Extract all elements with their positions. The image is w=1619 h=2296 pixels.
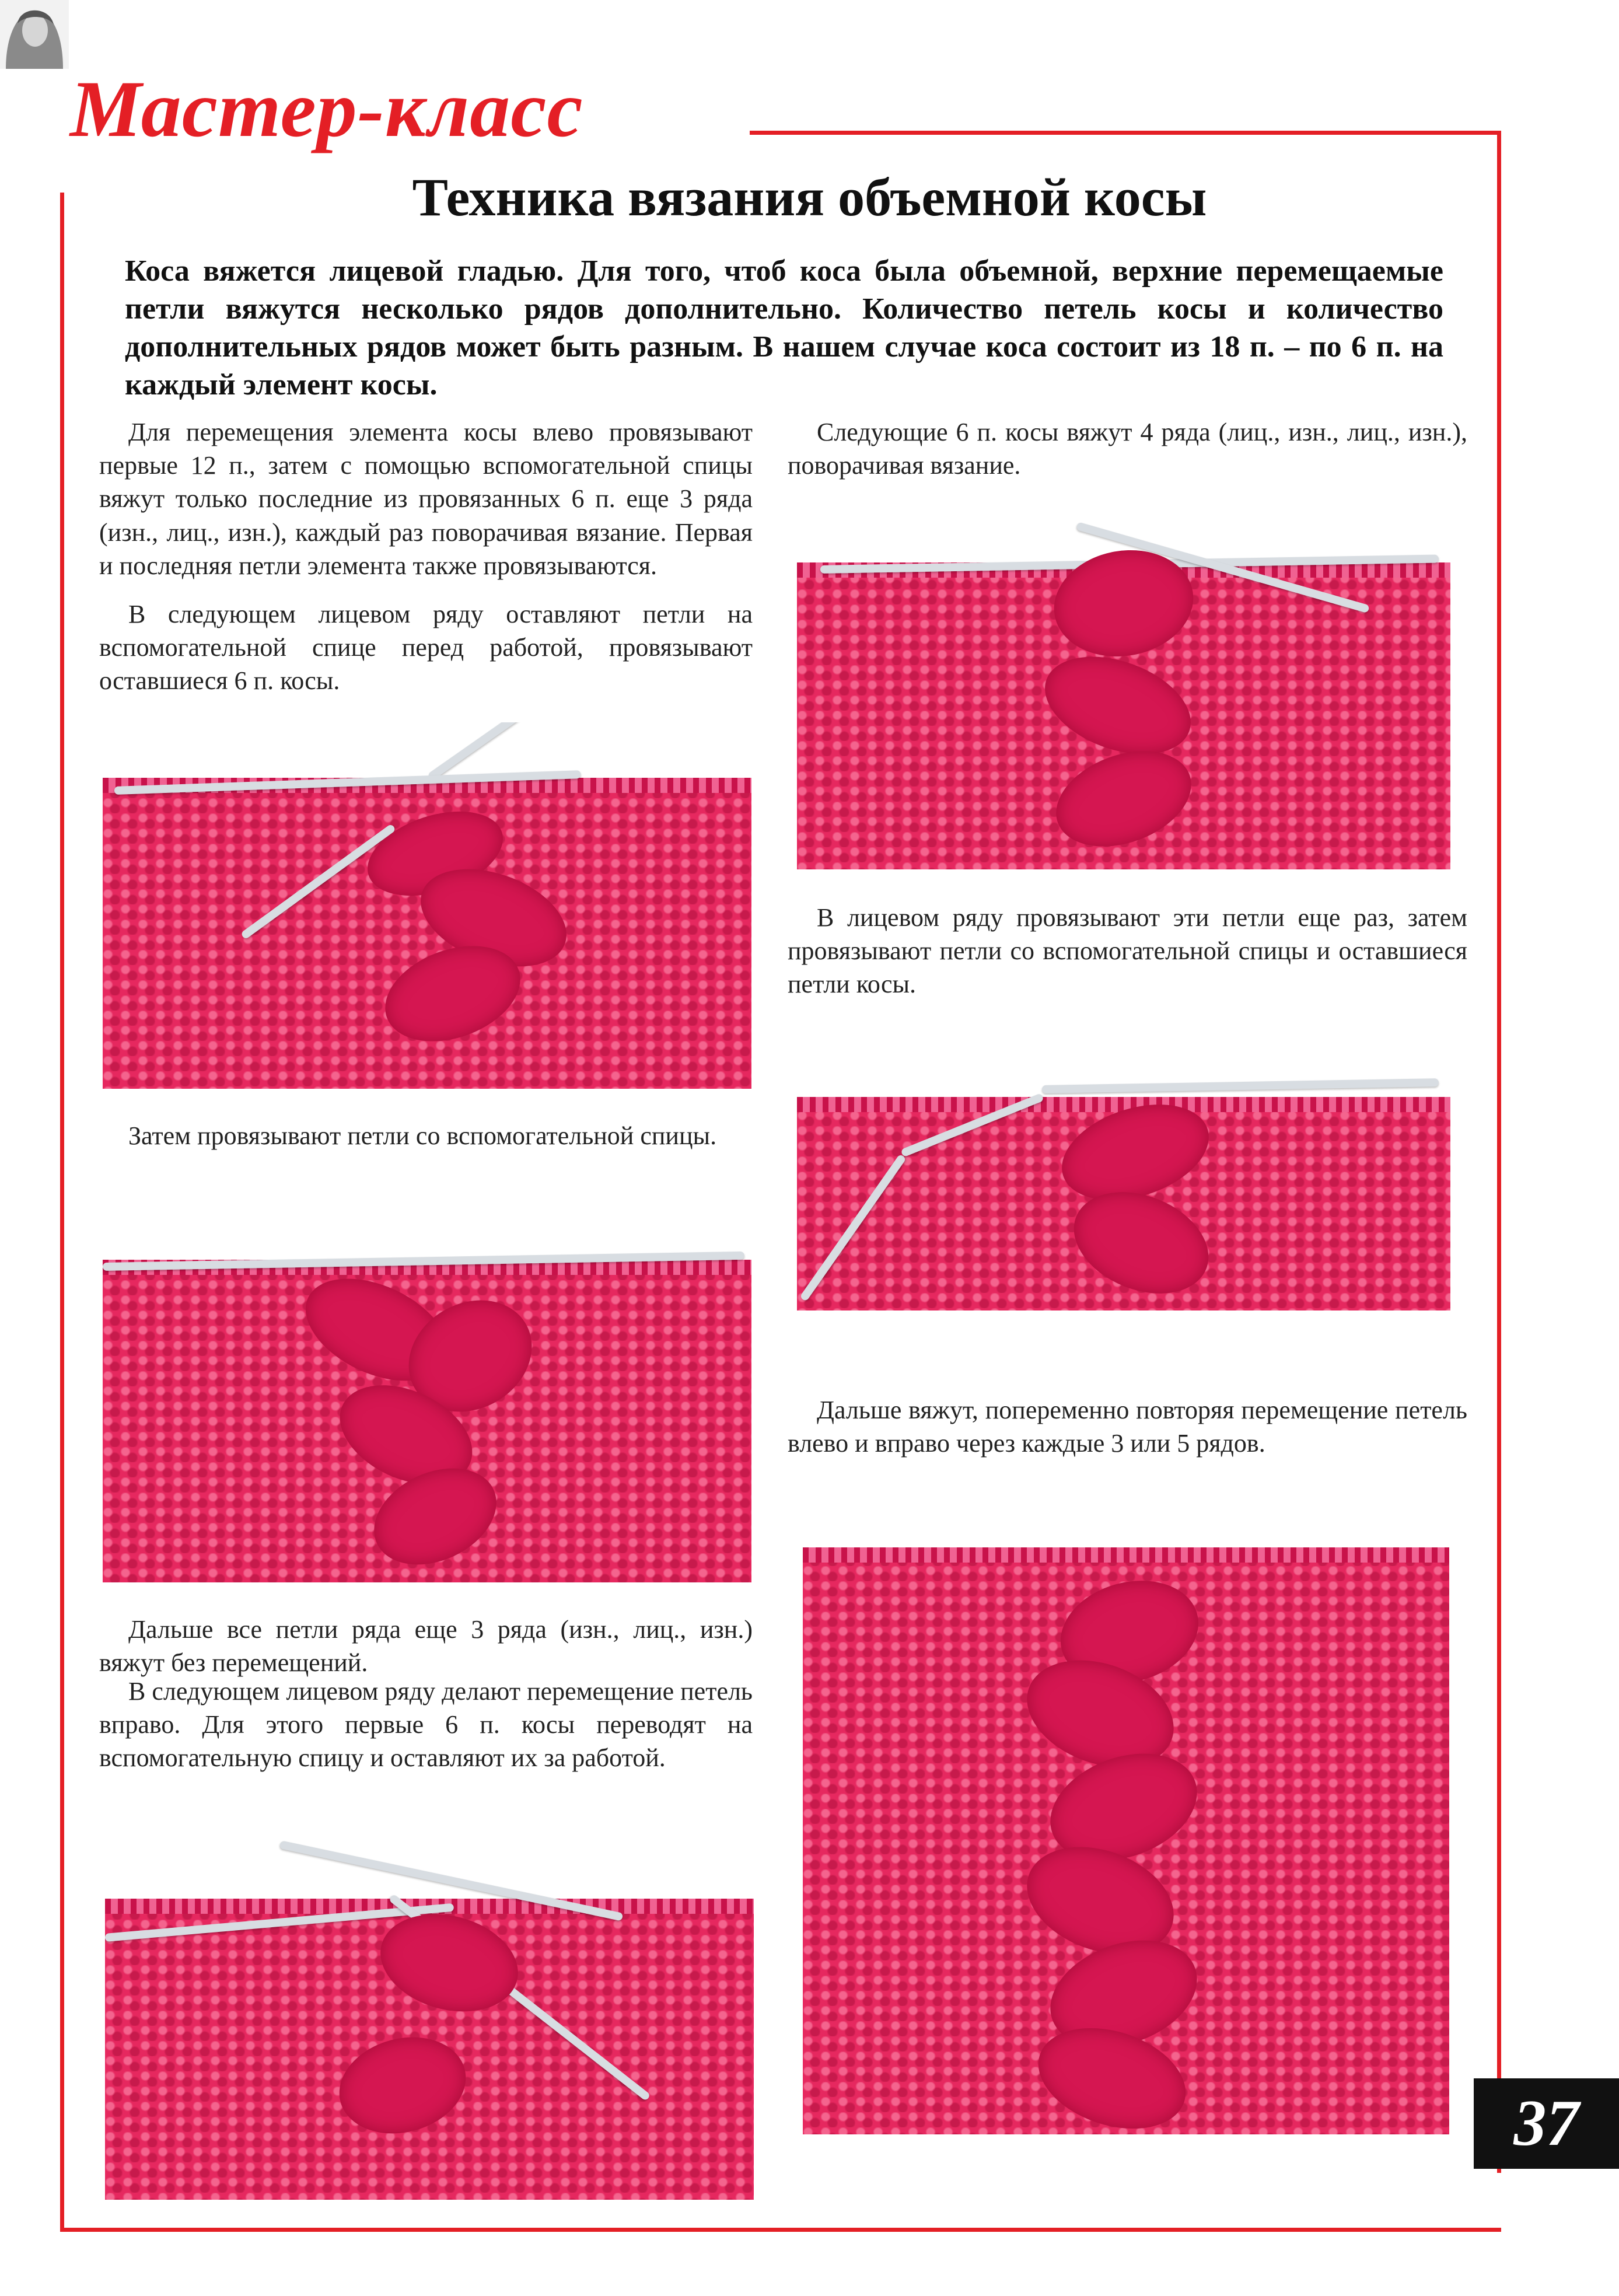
photo-final-cable xyxy=(803,1536,1449,2134)
article-title: Техника вязания объемной косы xyxy=(412,167,1207,227)
frame-line-top xyxy=(750,131,1501,135)
step-8-text: Дальше вяжут, попеременно повторяя перемещение петель влево и вправо через каждые 3 или 5 рядов. xyxy=(788,1396,1467,1458)
photo-step-2 xyxy=(103,722,751,1089)
step-1-text: Для перемещения элемента косы влево провязывают первые 12 п., затем с помощью вспомогательной спицы вяжут только последние из провязанных 6 п. еще 3 ряда (изн., лиц., изн.), каждый раз поворачивая вязание. Первая и последняя петли элемента также провязываются. xyxy=(99,418,753,580)
lead-paragraph: Коса вяжется лицевой гладью. Для того, чтоб коса была объемной, верхние перемещаемые петли вяжутся несколько рядов дополнительно. Количество петель косы и количество дополнительных рядов может быть разным. В нашем случае коса состоит из 18 п. – по 6 п. на каждый элемент косы. xyxy=(125,254,1443,401)
frame-line-bottom xyxy=(60,2228,1501,2232)
step-3-text: Затем провязывают петли со вспомогательной спицы. xyxy=(128,1121,717,1150)
frame-line-right xyxy=(1497,131,1501,2173)
step-5-text: В следующем лицевом ряду делают перемещение петель вправо. Для этого первые 6 п. косы переводят на вспомогательную спицу и оставляют их за работой. xyxy=(99,1677,753,1773)
frame-line-left xyxy=(60,193,64,2232)
photo-step-7 xyxy=(797,1050,1450,1310)
photo-step-6 xyxy=(797,498,1450,869)
step-6-text: Следующие 6 п. косы вяжут 4 ряда (лиц., изн., лиц., изн.), поворачивая вязание. xyxy=(788,418,1467,480)
step-4-text: Дальше все петли ряда еще 3 ряда (изн., лиц., изн.) вяжут без перемещений. xyxy=(99,1615,753,1678)
page-number: 37 xyxy=(1474,2078,1619,2169)
step-2-text: В следующем лицевом ряду оставляют петли на вспомогательной спице перед работой, провязывают оставшиеся 6 п. косы. xyxy=(99,600,753,696)
photo-step-5 xyxy=(105,1829,754,2200)
photo-step-3 xyxy=(103,1204,751,1582)
section-title: Мастер-класс xyxy=(70,64,583,153)
step-7-text: В лицевом ряду провязывают эти петли еще раз, затем провязывают петли со вспомогательной спицы и оставшиеся петли косы. xyxy=(788,903,1467,999)
corner-portrait-image xyxy=(0,0,69,69)
